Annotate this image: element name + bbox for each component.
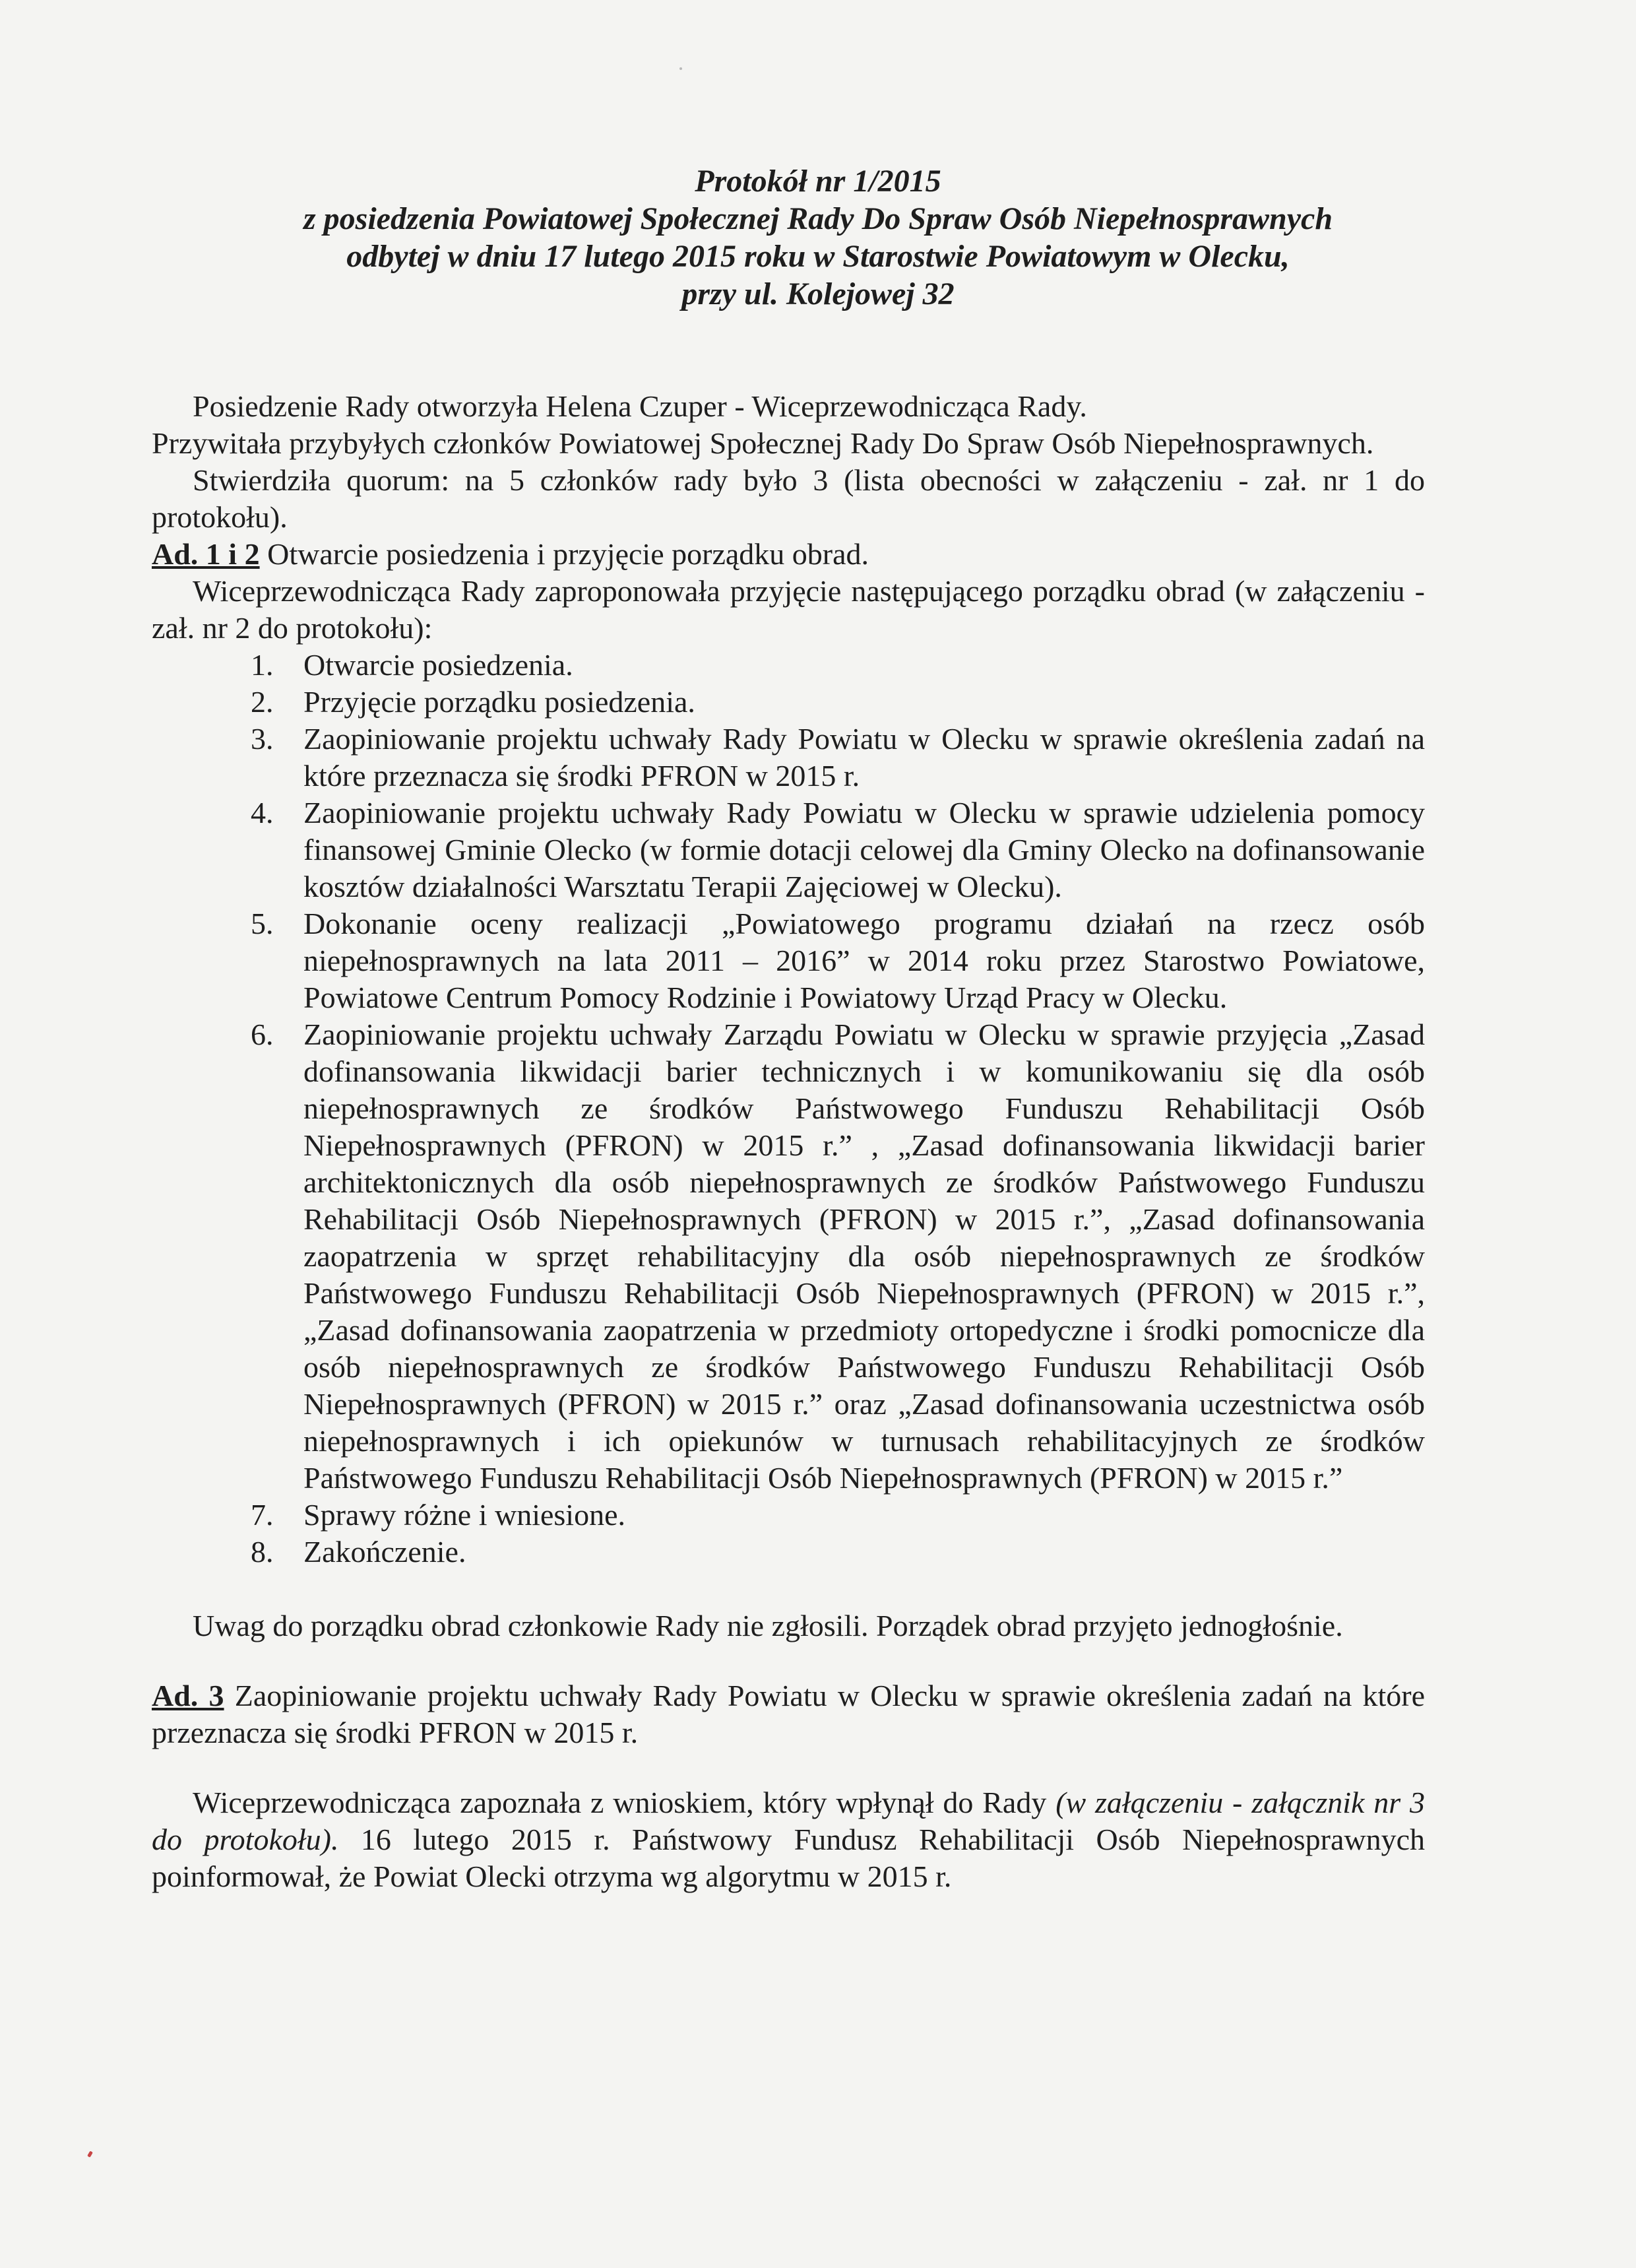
agenda-item-number: 2. — [251, 685, 274, 719]
spacer — [152, 1644, 1425, 1677]
agenda-item — [152, 905, 1425, 1016]
section-label: Ad. 3 — [152, 1679, 224, 1712]
attachment-reference: (w załączeniu - załącznik nr 3 do protokołu). — [152, 1786, 1425, 1856]
document-body — [152, 388, 1425, 1895]
agenda-item-number: 8. — [251, 1535, 274, 1569]
agenda-item-number: 3. — [251, 722, 274, 756]
intro-paragraph-3: Stwierdziła quorum: na 5 członków rady było 3 (lista obecności w załączeniu - zał. nr 1 do protokołu). — [152, 463, 1425, 534]
agenda-item-text: Zaopiniowanie projektu uchwały Rady Powiatu w Olecku w sprawie udzielenia pomocy finansowej Gminie Olecko (w formie dotacji celowej dla Gminy Olecko na dofinansowanie kosztów działalności Warsztatu Terapii Zajęciowej w Olecku). — [303, 796, 1425, 903]
protocol-title: Protokół nr 1/2015 — [695, 164, 941, 199]
agenda-item-text: Dokonanie oceny realizacji „Powiatowego programu działań na rzecz osób niepełnosprawnych na lata 2011 – 2016” w 2014 roku przez Starostwo Powiatowe, Powiatowe Centrum Pomocy Rodzinie i Powiatowy Urząd Pracy w Olecku. — [303, 907, 1425, 1014]
header-line-4: przy ul. Kolejowej 32 — [681, 276, 955, 311]
intro-paragraph-1: Posiedzenie Rady otworzyła Helena Czuper - Wiceprzewodnicząca Rady. — [193, 389, 1087, 423]
agenda-item-text: Sprawy różne i wniesione. — [303, 1498, 625, 1532]
agenda-approval-paragraph: Uwag do porządku obrad członkowie Rady nie zgłosili. Porządek obrad przyjęto jednogłośnie. — [193, 1609, 1343, 1642]
agenda-item-number: 6. — [251, 1018, 274, 1051]
agenda-item-text: Zakończenie. — [303, 1535, 466, 1569]
section-ad-3-heading — [152, 1677, 1425, 1751]
section-title: Zaopiniowanie projektu uchwały Rady Powiatu w Olecku w sprawie określenia zadań na które przeznacza się środki PFRON w 2015 r. — [152, 1679, 1425, 1749]
intro-paragraph-2: Przywitała przybyłych członków Powiatowej Społecznej Rady Do Spraw Osób Niepełnosprawnych. — [152, 426, 1374, 460]
agenda-item-number: 1. — [251, 648, 274, 682]
agenda-item-text: Zaopiniowanie projektu uchwały Rady Powiatu w Olecku w sprawie określenia zadań na które przeznacza się środki PFRON w 2015 r. — [303, 722, 1425, 793]
scan-speck — [87, 2151, 93, 2157]
agenda-item — [152, 794, 1425, 905]
agenda-item — [152, 1497, 1425, 1534]
document-header — [0, 162, 1636, 313]
section-ad-1-2-heading — [152, 536, 1425, 573]
agenda-item-text: Otwarcie posiedzenia. — [303, 648, 573, 682]
agenda-item-number: 4. — [251, 796, 274, 829]
agenda-item — [152, 684, 1425, 721]
spacer — [152, 1751, 1425, 1784]
agenda-item — [152, 1016, 1425, 1497]
agenda-intro-paragraph: Wiceprzewodnicząca Rady zaproponowała przyjęcie następującego porządku obrad (w załączeniu - zał. nr 2 do protokołu): — [152, 574, 1425, 645]
header-line-2: z posiedzenia Powiatowej Społecznej Rady Do Spraw Osób Niepełnosprawnych — [303, 201, 1333, 236]
agenda-item — [152, 647, 1425, 684]
scan-speck — [679, 67, 682, 70]
agenda-item-text: Zaopiniowanie projektu uchwały Zarządu Powiatu w Olecku w sprawie przyjęcia „Zasad dofinansowania likwidacji barier technicznych i w komunikowaniu się dla osób niepełnosprawnych ze środków Państwowego Funduszu Rehabilitacji Osób Niepełnosprawnych (PFRON) w 2015 r.” , „Zasad dofinansowania likwidacji barier architektonicznych dla osób niepełnosprawnych ze środków Państwowego Funduszu Rehabilitacji Osób Niepełnosprawnych (PFRON) w 2015 r.”, „Zasad dofinansowania zaopatrzenia w sprzęt rehabilitacyjny dla osób niepełnosprawnych ze środków Państwowego Funduszu Rehabilitacji Osób Niepełnosprawnych (PFRON) w 2015 r.”, „Zasad dofinansowania zaopatrzenia w przedmioty ortopedyczne i środki pomocnicze dla osób niepełnosprawnych ze środków Państwowego Funduszu Rehabilitacji Osób Niepełnosprawnych (PFRON) w 2015 r.” oraz „Zasad dofinansowania uczestnictwa osób niepełnosprawnych i ich opiekunów w turnusach rehabilitacyjnych ze środków Państwowego Funduszu Rehabilitacji Osób Niepełnosprawnych (PFRON) w 2015 r.” — [303, 1018, 1425, 1495]
section-ad-3-paragraph — [152, 1784, 1425, 1895]
agenda-item — [152, 1534, 1425, 1571]
agenda-item — [152, 721, 1425, 794]
agenda-item-text: Przyjęcie porządku posiedzenia. — [303, 685, 695, 719]
agenda-list — [152, 647, 1425, 1571]
section-title: Otwarcie posiedzenia i przyjęcie porządku obrad. — [259, 537, 869, 571]
section-label: Ad. 1 i 2 — [152, 537, 260, 571]
header-line-3: odbytej w dniu 17 lutego 2015 roku w Starostwie Powiatowym w Olecku, — [346, 239, 1290, 274]
paragraph-text: 16 lutego 2015 r. Państwowy Fundusz Rehabilitacji Osób Niepełnosprawnych poinformował, że Powiat Olecki otrzyma wg algorytmu w 2015 r. — [152, 1823, 1425, 1893]
paragraph-text: Wiceprzewodnicząca zapoznała z wnioskiem, który wpłynął do Rady — [193, 1786, 1056, 1819]
spacer — [152, 1571, 1425, 1607]
agenda-item-number: 7. — [251, 1498, 274, 1532]
agenda-item-number: 5. — [251, 907, 274, 940]
